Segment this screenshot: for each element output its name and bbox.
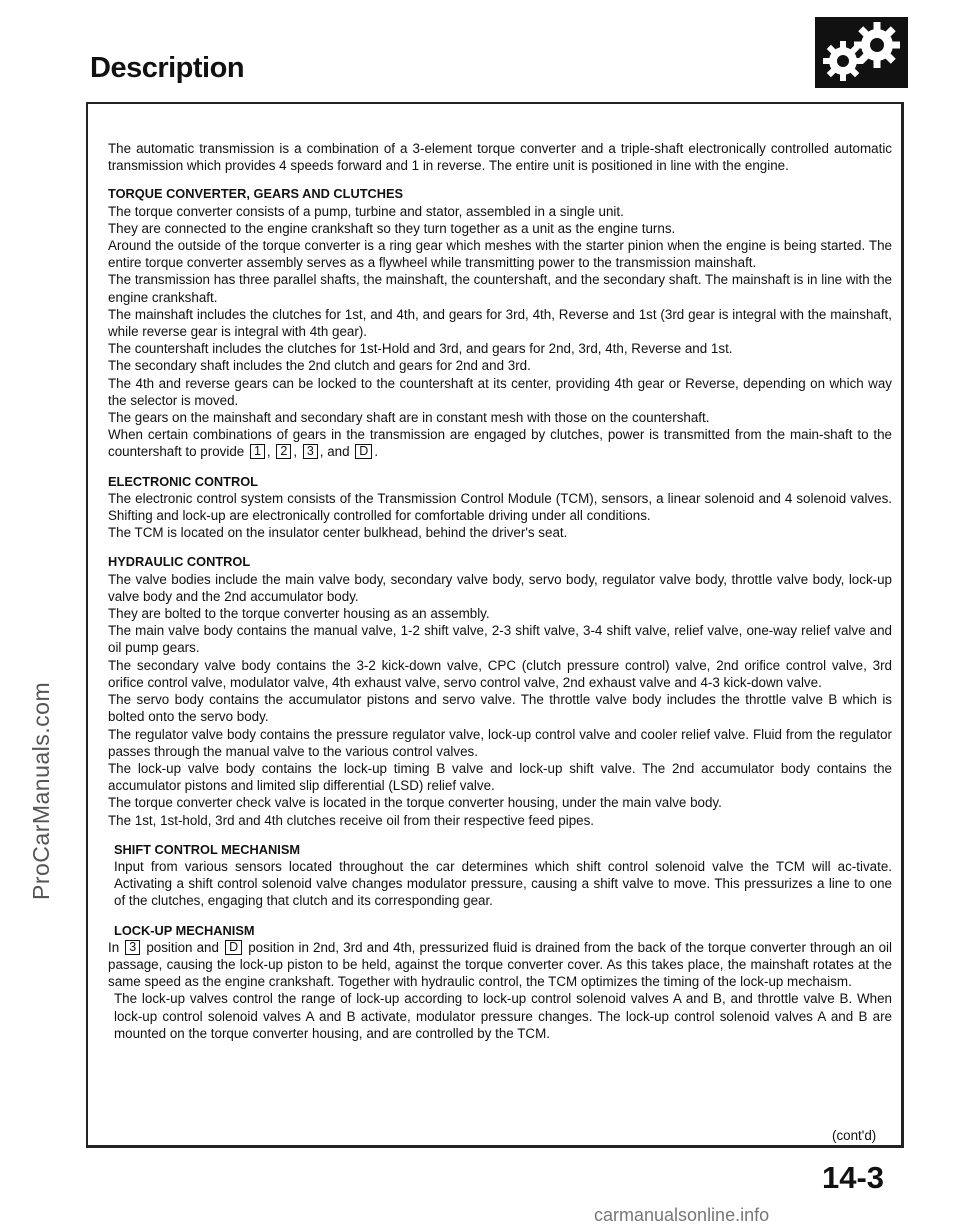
position-d-badge: D <box>355 444 372 459</box>
page-number: 14-3 <box>822 1160 885 1195</box>
torque-paragraph-6: The countershaft includes the clutches for 1st-Hold and 3rd, and gears for 2nd, 3rd, 4th, Reverse and 1st. <box>108 341 733 357</box>
position-1-badge: 1 <box>250 444 265 459</box>
position-3-badge: 3 <box>125 940 140 955</box>
torque-paragraph-10-text: When certain combinations of gears in the transmission are engaged by clutches, power is transmitted from the main-shaft to the countershaft to provide <box>108 427 892 460</box>
torque-paragraph-8: The 4th and reverse gears can be locked to the countershaft at its center, providing 4th gear or Reverse, depending on which way the selector is moved. <box>108 375 892 408</box>
hydraulic-paragraph-9: The 1st, 1st-hold, 3rd and 4th clutches receive oil from their respective feed pipes. <box>108 812 595 828</box>
section-heading-lockup: LOCK-UP MECHANISM <box>114 922 255 938</box>
torque-paragraph-9: The gears on the mainshaft and secondary shaft are in constant mesh with those on the countershaft. <box>108 410 710 426</box>
hydraulic-paragraph-6: The regulator valve body contains the pressure regulator valve, lock-up control valve and cooler relief valve. Fluid from the regulator passes through the manual valve to the various control valves. <box>108 726 892 759</box>
position-2-badge: 2 <box>276 444 291 459</box>
position-3-badge: 3 <box>303 444 318 459</box>
intro-paragraph: The automatic transmission is a combination of a 3-element torque converter and a triple-shaft electronically controlled automatic transmission which provides 4 speeds forward and 1 in reverse. The entire unit is positioned in line with the engine. <box>108 141 892 174</box>
hydraulic-paragraph-2: They are bolted to the torque converter housing as an assembly. <box>108 606 490 622</box>
hydraulic-paragraph-7: The lock-up valve body contains the lock-up timing B valve and lock-up shift valve. The 2nd accumulator body contains the accumulator pistons and limited slip differential (LSD) relief valve. <box>108 760 892 794</box>
lockup-paragraph-2: The lock-up valves control the range of lock-up according to lock-up control solenoid valves A and B, and throttle valve B. When lock-up control solenoid valves A and B activate, modulator pressure changes. The lock-up control solenoid valves A and B are mounted on the torque converter housing, and are controlled by the TCM. <box>114 991 892 1041</box>
section-heading-shift: SHIFT CONTROL MECHANISM <box>114 841 301 857</box>
separator: , <box>293 444 298 460</box>
separator: , <box>266 444 271 460</box>
torque-paragraph-10 <box>108 426 892 460</box>
description-body <box>108 140 892 1042</box>
shift-paragraph-1: Input from various sensors located throughout the car determines which shift control solenoid valve the TCM will ac-tivate. Activating a shift control solenoid valve changes modulator pressure, causing a shift valve to move. This pressurizes a line to one of the clutches, engaging that clutch and its corresponding gear. <box>114 858 892 909</box>
footer-watermark: carmanualsonline.info <box>594 1205 770 1225</box>
lockup-paragraph-1-text: position in 2nd, 3rd and 4th, pressurized fluid is drained from the back of the torque converter through an oil passage, causing the lock-up piston to be held, against the torque converter cover. As this takes place, the mainshaft rotates at the same speed as the engine crankshaft. Together with hydraulic control, the TCM optimizes the timing of the lock-up mechaism. <box>108 939 892 990</box>
separator: , and <box>319 444 350 460</box>
torque-paragraph-5: The mainshaft includes the clutches for 1st, and 4th, and gears for 3rd, 4th, Reverse and 1st (3rd gear is integral with the mainshaft, while reverse gear is integral with 4th gear). <box>108 306 892 340</box>
section-heading-torque: TORQUE CONVERTER, GEARS AND CLUTCHES <box>108 186 404 202</box>
torque-paragraph-1: The torque converter consists of a pump, turbine and stator, assembled in a single unit. <box>108 203 624 219</box>
period: . <box>374 444 379 460</box>
torque-paragraph-3: Around the outside of the torque converter is a ring gear which meshes with the starter pinion when the engine is being started. The entire torque converter assembly serves as a flywheel while transmitting power to the transmission mainshaft. <box>108 238 892 271</box>
lockup-in-word: In <box>108 939 120 955</box>
hydraulic-paragraph-1: The valve bodies include the main valve body, secondary valve body, servo body, regulator valve body, throttle valve body, lock-up valve body and the 2nd accumulator body. <box>108 571 892 604</box>
electronic-paragraph-1: The electronic control system consists of the Transmission Control Module (TCM), sensors, a linear solenoid and 4 solenoid valves. Shifting and lock-up are electronically controlled for comfortable driving under all conditions. <box>108 490 892 524</box>
section-heading-electronic: ELECTRONIC CONTROL <box>108 473 259 489</box>
torque-paragraph-2: They are connected to the engine crankshaft so they turn together as a unit as the engine turns. <box>108 220 676 236</box>
hydraulic-paragraph-8: The torque converter check valve is located in the torque converter housing, under the main valve body. <box>108 795 722 811</box>
gears-icon <box>815 17 908 88</box>
position-d-badge: D <box>225 940 242 955</box>
torque-paragraph-4: The transmission has three parallel shafts, the mainshaft, the countershaft, and the secondary shaft. The mainshaft is in line with the engine crankshaft. <box>108 272 892 305</box>
hydraulic-paragraph-4: The secondary valve body contains the 3-2 kick-down valve, CPC (clutch pressure control) valve, 2nd orifice control valve, 3rd orifice control valve, modulator valve, 4th exhaust valve, servo control valve, 2nd exhaust valve and 4-3 kick-down valve. <box>108 657 892 690</box>
lockup-paragraph-1 <box>108 939 892 991</box>
electronic-paragraph-2: The TCM is located on the insulator center bulkhead, behind the driver's seat. <box>108 525 568 541</box>
side-watermark: ProCarManuals.com <box>28 681 54 900</box>
hydraulic-paragraph-3: The main valve body contains the manual valve, 1-2 shift valve, 2-3 shift valve, 3-4 shift valve, relief valve, one-way relief valve and oil pump gears. <box>108 623 892 656</box>
hydraulic-paragraph-5: The servo body contains the accumulator pistons and servo valve. The throttle valve body includes the throttle valve B which is bolted onto the servo body. <box>108 692 892 725</box>
page-title: Description <box>90 52 245 84</box>
continued-label: (cont'd) <box>832 1128 877 1143</box>
section-heading-hydraulic: HYDRAULIC CONTROL <box>108 554 251 570</box>
torque-paragraph-7: The secondary shaft includes the 2nd clutch and gears for 2nd and 3rd. <box>108 358 531 374</box>
lockup-and-word: position and <box>146 939 219 955</box>
